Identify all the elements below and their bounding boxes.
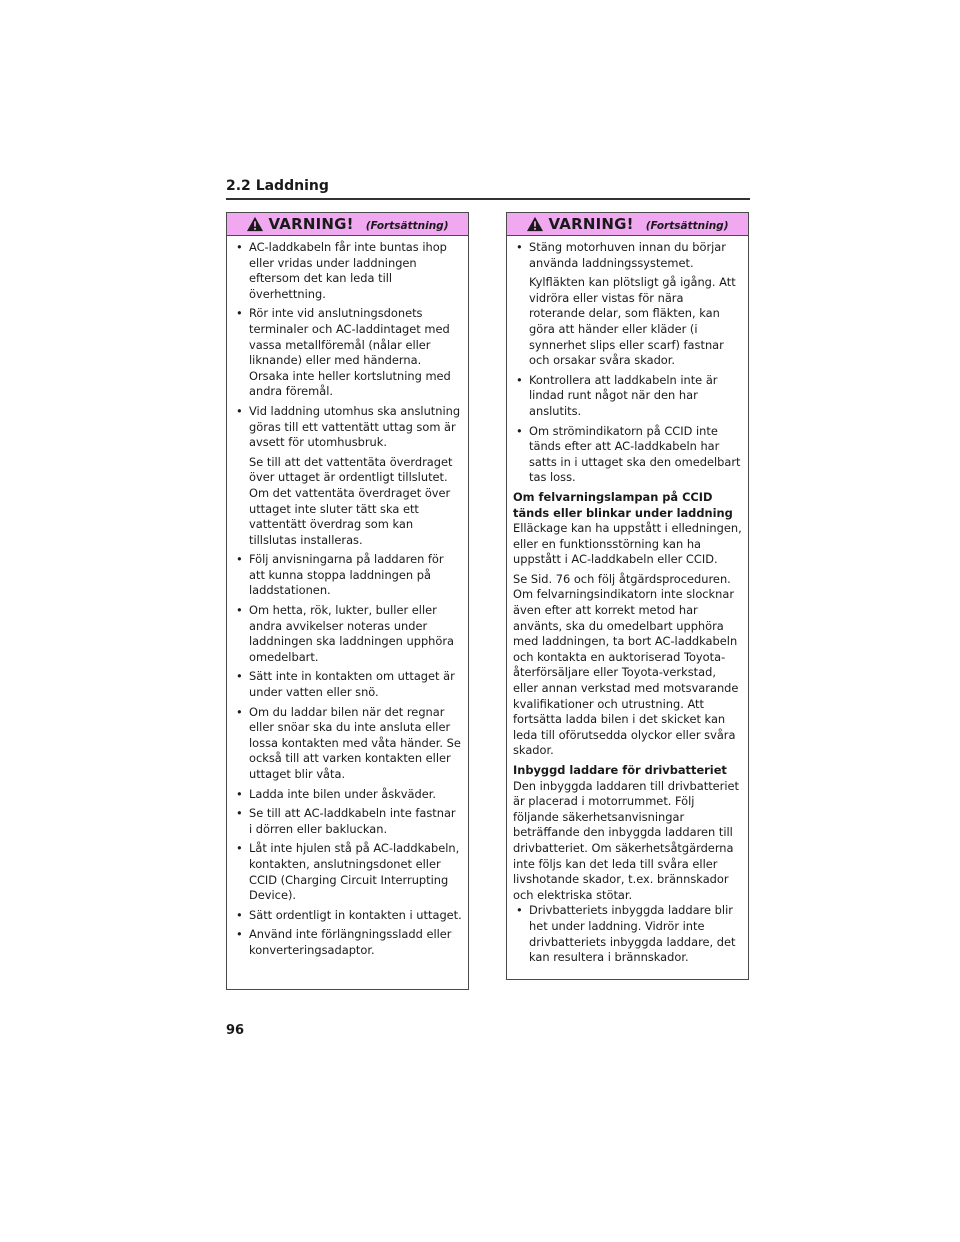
bullet-dot: •	[236, 907, 243, 922]
warning-header	[227, 213, 468, 236]
section-title: Laddning	[255, 178, 329, 194]
bullet-text: Om strömindikatorn på CCID inte tänds efter att AC-laddkabeln har satts in i uttaget ska den omedelbart tas loss.	[529, 423, 741, 485]
bullet-text: Om du laddar bilen när det regnar eller snöar ska du inte ansluta eller lossa kontakten med våta händer. Se också till att varken kontakten eller uttaget blir våta.	[249, 704, 461, 781]
bullet-text: Följ anvisningarna på laddaren för att kunna stoppa laddningen på laddstationen.	[249, 552, 444, 598]
bullet-dot: •	[236, 603, 243, 618]
list-item	[233, 841, 462, 903]
warning-box-right	[506, 212, 749, 980]
bullet-dot: •	[236, 306, 243, 321]
list-item	[233, 306, 462, 400]
bullet-text: AC-laddkabeln får inte buntas ihop eller vridas under laddningen eftersom det kan leda till överhettning.	[249, 240, 447, 301]
bullet-text: Stäng motorhuven innan du börjar använda laddningssystemet.	[529, 240, 726, 270]
paragraph: Se Sid. 76 och följ åtgärdsproceduren. Om felvarningsindikatorn inte slocknar även efter att korrekt metod har använts, ska du omedelbart upphöra med laddningen, ta bort AC-laddkabeln och kontakta en auktoriserad Toyota-återförsäljare eller Toyota-verkstad, eller annan verkstad med motsvarande kvalifikationer och utrustning. Att fortsätta ladda bilen i det skicket kan leda till oförutsedda olyckor eller svåra skador.	[513, 571, 739, 758]
bullet-dot: •	[236, 403, 243, 418]
list-item	[513, 373, 742, 420]
warning-box-left	[226, 212, 469, 990]
warning-header	[507, 213, 748, 236]
continued-label: (Fortsättning)	[645, 220, 729, 232]
warning-triangle-icon	[526, 216, 544, 232]
bullet-text: Använd inte förlängningssladd eller konverteringsadaptor.	[249, 927, 452, 957]
list-item	[233, 927, 462, 958]
bullet-dot: •	[236, 240, 243, 254]
bullet-dot: •	[516, 423, 523, 438]
list-item	[233, 552, 462, 599]
bullet-text: Rör inte vid anslutningsdonets terminaler och AC-laddintaget med vassa metallföremål (nålar eller liknande) eller med händerna. Orsaka inte heller kortslutning med andra föremål.	[249, 306, 451, 399]
list-item	[233, 806, 462, 837]
warning-body	[507, 236, 748, 966]
warning-label: VARNING!	[548, 215, 634, 233]
section-header	[226, 178, 750, 200]
list-item	[513, 424, 742, 486]
bullet-text: Vid laddning utomhus ska anslutning göras till ett vattentätt uttag som är avsett för utomhusbruk.	[249, 403, 461, 450]
bullet-text: Kylfläkten kan plötsligt gå igång. Att vidröra eller vistas för nära roterande delar, som fläkten, kan göra att händer eller kläder (i synnerhet slips eller scarf) fastnar och orsakar svåra skador.	[529, 275, 736, 368]
bullet-text: Sätt ordentligt in kontakten i uttaget.	[249, 907, 462, 922]
subheading: Om felvarningslampan på CCID tänds eller blinkar under laddning	[513, 489, 733, 520]
bullet-dot: •	[236, 786, 243, 801]
bullet-dot: •	[516, 903, 523, 918]
subheading: Inbyggd laddare för drivbatteriet	[513, 763, 727, 777]
list-item	[233, 787, 462, 803]
bullet-dot: •	[236, 927, 243, 942]
list-item	[233, 669, 462, 700]
bullet-text: Drivbatteriets inbyggda laddare blir het under laddning. Vidrör inte drivbatteriets inbyggda laddare, det kan resultera i brännskador.	[529, 903, 736, 965]
bullet-dot: •	[236, 841, 243, 856]
bullet-dot: •	[516, 240, 523, 254]
warning-body	[227, 236, 468, 959]
paragraph: Den inbyggda laddaren till drivbatteriet är placerad i motorrummet. Följ följande säkerhetsanvisningar beträffande den inbyggda laddaren till drivbatteriet. Om säkerhetsåtgärderna inte följs kan det leda till svåra eller livshotande skador, t.ex. brännskador och elektriska stötar.	[513, 778, 740, 902]
list-item	[513, 240, 742, 369]
page-number: 96	[226, 1023, 245, 1038]
bullet-dot: •	[236, 806, 243, 821]
continued-label: (Fortsättning)	[365, 220, 449, 232]
paragraph: Elläckage kan ha uppstått i elledningen, eller en funktionsstörning kan ha uppstått i AC-laddkabeln eller CCID.	[513, 521, 742, 567]
bullet-dot: •	[236, 704, 243, 719]
list-item	[513, 903, 742, 965]
bullet-dot: •	[516, 372, 523, 387]
warning-triangle-icon	[246, 216, 264, 232]
bullet-text: Låt inte hjulen stå på AC-laddkabeln, kontakten, anslutningsdonet eller CCID (Charging Circuit Interrupting Device).	[249, 841, 460, 903]
bullet-text: Sätt inte in kontakten om uttaget är under vatten eller snö.	[249, 669, 455, 700]
bullet-text: Se till att det vattentäta överdraget över uttaget är ordentligt tillslutet. Om det vattentäta överdraget över uttaget inte sluter tätt ska ett vattentätt överdrag som kan tillslutas installeras.	[249, 454, 453, 547]
bullet-text: Om hetta, rök, lukter, buller eller andra avvikelser noteras under laddningen ska laddningen upphöra omedelbart.	[249, 603, 455, 664]
section-number: 2.2	[226, 178, 251, 194]
bullet-dot: •	[236, 669, 243, 684]
list-item	[233, 603, 462, 665]
bullet-text: Ladda inte bilen under åskväder.	[249, 786, 436, 801]
bullet-dot: •	[236, 552, 243, 567]
bullet-text: Kontrollera att laddkabeln inte är lindad runt något när den har anslutits.	[529, 372, 718, 418]
list-item	[233, 404, 462, 548]
list-item	[233, 240, 462, 302]
bullet-text: Se till att AC-laddkabeln inte fastnar i dörren eller bakluckan.	[249, 806, 456, 836]
list-item	[233, 705, 462, 783]
warning-label: VARNING!	[268, 215, 354, 233]
list-item	[233, 908, 462, 924]
